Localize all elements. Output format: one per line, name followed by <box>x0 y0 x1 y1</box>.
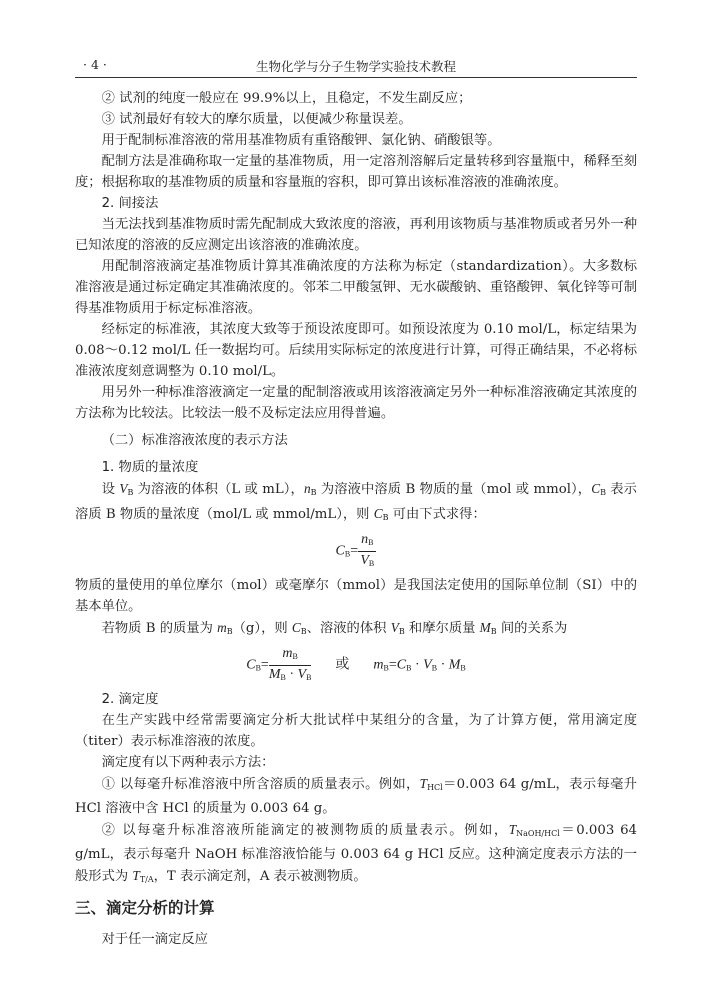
paragraph: 用配制溶液滴定基准物质计算其准确浓度的方法称为标定（standardization）。大多数标准溶液是通过标定确定其准确浓度的。邻苯二甲酸氢钾、无水碳酸钠、重铬酸钾、氧化锌等可制得基准物质用于标定标准溶液。 <box>75 259 637 316</box>
text: 间的关系为 <box>496 621 568 636</box>
sub: B <box>398 627 405 636</box>
paragraph: 物质的量使用的单位摩尔（mol）或毫摩尔（mmol）是我国法定使用的国际单位制（SI）中的基本单位。 <box>75 578 637 614</box>
text: 和摩尔质量 <box>404 621 480 636</box>
var: m <box>373 657 384 673</box>
text: ，T 表示滴定剂，A 表示被测物质。 <box>153 869 367 884</box>
var: C <box>246 657 256 673</box>
text: ＝0.003 64 g/mL，表示每毫升 NaOH 标准溶液恰能与 0.003 64 g HCl 反应。这种滴定度表示方法的一般形式为 <box>75 823 637 884</box>
sub: NaOH/HCl <box>516 829 560 838</box>
var: C <box>291 620 301 635</box>
paragraph: 滴定度有以下两种表示方法： <box>101 755 275 770</box>
text: 可由下式求得： <box>388 507 486 522</box>
paragraph <box>75 617 637 642</box>
sub: B <box>368 559 375 568</box>
denominator <box>269 666 312 686</box>
sub: B <box>600 488 606 497</box>
sub: B <box>406 663 412 673</box>
dot: · <box>411 657 424 673</box>
text: 为溶液中溶质 B 物质的量（mol 或 mmol）， <box>316 482 592 497</box>
numerator <box>269 645 312 666</box>
paragraph: ② 试剂的纯度一般应在 99.9%以上，且稳定，不发生副反应； <box>101 91 472 106</box>
sub: B <box>383 663 389 673</box>
sub: B <box>490 627 497 636</box>
var: M <box>448 657 461 673</box>
fraction <box>358 531 376 572</box>
sub: B <box>306 673 312 682</box>
numerator <box>358 531 376 552</box>
paragraph: 在生产实践中经常需要滴定分析大批试样中某组分的含量，为了计算方便，常用滴定度（titer）表示标准溶液的浓度。 <box>75 713 637 749</box>
var: n <box>303 481 311 496</box>
dot: · <box>285 667 298 682</box>
var: V <box>423 657 432 673</box>
page-number: · 4 · <box>83 57 107 72</box>
var: T <box>419 776 428 791</box>
var: V <box>119 481 128 496</box>
text: （g），则 <box>232 621 292 636</box>
paragraph: 经标定的标准液，其浓度大致等于预设浓度即可。如预设浓度为 0.10 mol/L，标定结果为 0.08～0.12 mol/L 任一数据均可。后续用实际标定的浓度进行计算，可得正确结果，不必将标准液浓度刻意调整为 0.10 mol/L。 <box>75 322 637 379</box>
text: 为溶液的体积（L 或 mL）， <box>133 482 304 497</box>
paragraph: 对于任一滴定反应 <box>101 932 208 947</box>
text: 若物质 B 的质量为 <box>101 621 218 636</box>
var: T <box>508 822 517 837</box>
sub: B <box>292 652 298 661</box>
sub: B <box>280 673 286 682</box>
sub: B <box>368 538 374 547</box>
page-body <box>75 88 637 950</box>
var: n <box>361 532 369 547</box>
var: V <box>360 553 369 568</box>
sub: B <box>255 663 261 673</box>
var: V <box>297 667 307 682</box>
equals: = <box>388 657 397 673</box>
section-heading-concentration: （二）标准溶液浓度的表示方法 <box>101 433 288 448</box>
sub: B <box>460 663 466 673</box>
paragraph: 配制方法是准确称取一定量的基准物质，用一定溶剂溶解后定量转移到容量瓶中，稀释至刻度；根据称取的基准物质的质量和容量瓶的容积，即可算出该标准溶液的准确浓度。 <box>75 154 637 190</box>
page-header <box>75 55 637 78</box>
text: 、溶液的体积 <box>306 621 391 636</box>
fraction <box>269 645 312 686</box>
subheading-molar-concentration: 1. 物质的量浓度 <box>101 460 199 475</box>
text: 表示溶质 B 物质的量浓度（mol/L 或 mmol/mL），则 <box>75 482 637 522</box>
paragraph <box>75 819 637 890</box>
text: ② 以每毫升标准溶液所能滴定的被测物质的质量表示。例如， <box>101 823 509 838</box>
var: V <box>390 620 399 635</box>
text: 设 <box>101 482 120 497</box>
paragraph: 用另外一种标准溶液滴定一定量的配制溶液或用该溶液滴定另外一种标准溶液确定其浓度的方法称为比较法。比较法一般不及标定法应用得普遍。 <box>75 385 637 421</box>
paragraph: 当无法找到基准物质时需先配制成大致浓度的溶液，再利用该物质与基准物质或者另外一种已知浓度的溶液的反应测定出该溶液的准确浓度。 <box>75 217 637 253</box>
equals: = <box>260 657 269 673</box>
subheading-titer: 2. 滴定度 <box>101 692 159 707</box>
text: ＝0.003 64 g/mL，表示每毫升 HCl 溶液中含 HCl 的质量为 0.003 64 g。 <box>75 777 637 816</box>
var: m <box>282 646 293 661</box>
paragraph <box>75 773 637 819</box>
sub: B <box>382 513 389 522</box>
sub: HCl <box>427 783 443 792</box>
sub: B <box>310 488 317 497</box>
formula-mass-relation <box>75 645 637 686</box>
var: C <box>396 657 407 673</box>
var: m <box>217 620 227 635</box>
section-heading-titration-calculation: 三、滴定分析的计算 <box>75 899 215 917</box>
sub: T/A <box>139 875 154 884</box>
sub: B <box>344 549 351 559</box>
paragraph <box>75 478 637 528</box>
dot: · <box>437 657 449 673</box>
running-title: 生物化学与分子生物学实验技术教程 <box>255 59 456 74</box>
formula-molar-concentration <box>75 531 637 572</box>
equals: = <box>350 543 359 559</box>
var: C <box>373 506 383 521</box>
or-text: 或 <box>335 657 350 673</box>
paragraph: 用于配制标准溶液的常用基准物质有重铬酸钾、氯化钠、硝酸银等。 <box>101 133 501 148</box>
var: M <box>479 620 491 635</box>
sub: B <box>300 627 307 636</box>
sub: B <box>226 627 233 636</box>
sub: B <box>127 488 134 497</box>
var: C <box>335 543 345 559</box>
denominator <box>358 552 376 572</box>
sub: B <box>431 663 438 673</box>
subheading-indirect-method: 2. 间接法 <box>101 196 159 211</box>
var: T <box>132 868 140 883</box>
paragraph: ③ 试剂最好有较大的摩尔质量，以便减少称量误差。 <box>101 112 412 127</box>
var: M <box>268 667 281 682</box>
var: C <box>591 481 601 496</box>
text: ① 以每毫升标准溶液中所含溶质的质量表示。例如， <box>101 777 420 792</box>
